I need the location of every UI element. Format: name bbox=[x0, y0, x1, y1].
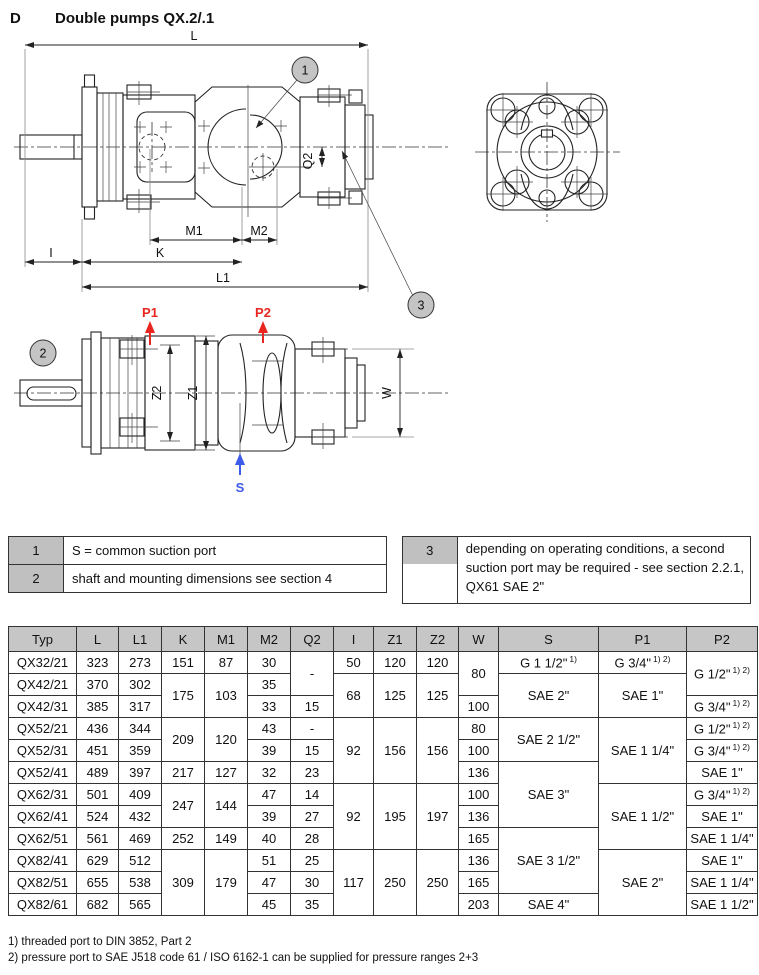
table-cell: SAE 1" bbox=[687, 806, 758, 828]
table-cell: QX62/51 bbox=[9, 828, 77, 850]
notes-box-left bbox=[8, 536, 387, 593]
table-row bbox=[9, 718, 758, 740]
note-2-number: 2 bbox=[9, 565, 64, 592]
table-cell: QX82/51 bbox=[9, 872, 77, 894]
table-cell: G 3/4" $^{1) 2)}$ bbox=[687, 740, 758, 762]
table-cell: QX42/31 bbox=[9, 696, 77, 718]
table-cell: 432 bbox=[119, 806, 162, 828]
table-cell: 195 bbox=[374, 784, 417, 850]
table-cell: 359 bbox=[119, 740, 162, 762]
footnotes bbox=[8, 934, 759, 966]
technical-drawing bbox=[0, 27, 759, 527]
table-cell: 309 bbox=[162, 850, 205, 916]
callout-1-number: 1 bbox=[301, 63, 309, 78]
page-title: Double pumps QX.2/.1 bbox=[55, 10, 215, 27]
p2-arrow-icon bbox=[258, 321, 268, 333]
table-cell: 156 bbox=[417, 718, 459, 784]
table-cell: 15 bbox=[291, 696, 334, 718]
column-header-z1: Z1 bbox=[374, 627, 417, 652]
footnote-1: 1) threaded port to DIN 3852, Part 2 bbox=[8, 936, 192, 948]
table-cell: 250 bbox=[417, 850, 459, 916]
column-header-s: S bbox=[499, 627, 599, 652]
table-cell: QX52/31 bbox=[9, 740, 77, 762]
column-header-p1: P1 bbox=[599, 627, 687, 652]
table-cell: G 1/2" $^{1) 2)}$ bbox=[687, 718, 758, 740]
table-cell: 682 bbox=[77, 894, 119, 916]
table-cell: 47 bbox=[248, 784, 291, 806]
column-header-typ: Typ bbox=[9, 627, 77, 652]
table-cell: 165 bbox=[459, 828, 499, 850]
table-row bbox=[9, 652, 758, 674]
table-cell: SAE 1 1/4" bbox=[687, 872, 758, 894]
table-cell: 136 bbox=[459, 762, 499, 784]
port-label-s: S bbox=[235, 480, 245, 495]
table-cell: SAE 1 1/4" bbox=[599, 718, 687, 784]
note-1-text: S = common suction port bbox=[72, 543, 217, 558]
table-body bbox=[9, 652, 758, 916]
dim-label-i: I bbox=[49, 246, 53, 260]
table-cell: QX62/41 bbox=[9, 806, 77, 828]
table-cell: 217 bbox=[162, 762, 205, 784]
table-cell: 51 bbox=[248, 850, 291, 872]
table-cell: QX82/61 bbox=[9, 894, 77, 916]
dim-label-z1: Z1 bbox=[186, 385, 200, 401]
table-cell: 43 bbox=[248, 718, 291, 740]
table-cell: 15 bbox=[291, 740, 334, 762]
table-cell: - bbox=[291, 718, 334, 740]
table-cell: G 3/4" $^{1) 2)}$ bbox=[687, 784, 758, 806]
table-cell: 100 bbox=[459, 784, 499, 806]
table-cell: 247 bbox=[162, 784, 205, 828]
table-cell: 125 bbox=[374, 674, 417, 718]
table-cell: QX52/21 bbox=[9, 718, 77, 740]
callout-2-number: 2 bbox=[39, 346, 47, 361]
table-cell: 28 bbox=[291, 828, 334, 850]
note-3-text: depending on operating conditions, a second suction port may be required - see section 2.2.1, QX61 SAE 2" bbox=[465, 541, 745, 594]
dim-label-q2: Q2 bbox=[301, 152, 315, 170]
table-cell: 33 bbox=[248, 696, 291, 718]
table-cell: SAE 2" bbox=[499, 674, 599, 718]
table-cell: QX52/41 bbox=[9, 762, 77, 784]
flange-front-view bbox=[475, 82, 620, 222]
table-cell: - bbox=[291, 652, 334, 696]
table-cell: 209 bbox=[162, 718, 205, 762]
table-cell: 565 bbox=[119, 894, 162, 916]
table-cell: 203 bbox=[459, 894, 499, 916]
callout-3-number: 3 bbox=[417, 298, 425, 313]
table-cell: 436 bbox=[77, 718, 119, 740]
table-cell: G 3/4" $^{1) 2)}$ bbox=[599, 652, 687, 674]
port-label-p2: P2 bbox=[255, 305, 271, 320]
table-row bbox=[9, 784, 758, 806]
dim-label-l: L bbox=[190, 29, 198, 43]
table-cell: SAE 3 1/2" bbox=[499, 828, 599, 894]
table-cell: 397 bbox=[119, 762, 162, 784]
table-cell: 39 bbox=[248, 806, 291, 828]
table-cell: 27 bbox=[291, 806, 334, 828]
table-cell: QX82/41 bbox=[9, 850, 77, 872]
note-3-number-column bbox=[403, 537, 458, 603]
table-cell: 144 bbox=[205, 784, 248, 828]
table-cell: 30 bbox=[248, 652, 291, 674]
table-cell: 127 bbox=[205, 762, 248, 784]
column-header-m1: M1 bbox=[205, 627, 248, 652]
table-cell: 151 bbox=[162, 652, 205, 674]
table-cell: SAE 1" bbox=[599, 674, 687, 718]
table-row bbox=[9, 850, 758, 872]
table-cell: 68 bbox=[334, 674, 374, 718]
table-cell: 120 bbox=[417, 652, 459, 674]
footnote-2: 2) pressure port to SAE J518 code 61 / ISO 6162-1 can be supplied for pressure ranges 2+3 bbox=[8, 952, 479, 965]
dim-label-l1: L1 bbox=[216, 271, 230, 285]
table-cell: 23 bbox=[291, 762, 334, 784]
s-arrow-icon bbox=[235, 453, 245, 465]
table-cell: SAE 2" bbox=[599, 850, 687, 916]
table-cell: 45 bbox=[248, 894, 291, 916]
column-header-w: W bbox=[459, 627, 499, 652]
table-cell: QX62/31 bbox=[9, 784, 77, 806]
dim-label-k: K bbox=[155, 246, 165, 260]
table-cell: 323 bbox=[77, 652, 119, 674]
notes-section bbox=[8, 536, 751, 604]
table-cell: SAE 3" bbox=[499, 762, 599, 828]
port-label-p1: P1 bbox=[142, 305, 158, 320]
table-cell: 80 bbox=[459, 652, 499, 696]
table-cell: 100 bbox=[459, 696, 499, 718]
table-cell: 250 bbox=[374, 850, 417, 916]
table-cell: SAE 1 1/2" bbox=[687, 894, 758, 916]
table-cell: 538 bbox=[119, 872, 162, 894]
side-view-drawing bbox=[14, 29, 448, 318]
column-header-l1: L1 bbox=[119, 627, 162, 652]
table-cell: SAE 1" bbox=[687, 762, 758, 784]
dim-label-w: W bbox=[380, 387, 394, 399]
table-cell: 32 bbox=[248, 762, 291, 784]
table-cell: 117 bbox=[334, 850, 374, 916]
note-1 bbox=[9, 537, 386, 564]
table-cell: 370 bbox=[77, 674, 119, 696]
top-view-drawing bbox=[14, 305, 450, 495]
table-cell: 136 bbox=[459, 806, 499, 828]
table-cell: 47 bbox=[248, 872, 291, 894]
dim-label-z2: Z2 bbox=[150, 385, 164, 401]
table-cell: 655 bbox=[77, 872, 119, 894]
table-cell: 165 bbox=[459, 872, 499, 894]
section-letter: D bbox=[10, 10, 21, 27]
table-cell: SAE 2 1/2" bbox=[499, 718, 599, 762]
table-cell: G 1 1/2" $^{1)}$ bbox=[499, 652, 599, 674]
table-cell: 136 bbox=[459, 850, 499, 872]
table-cell: 524 bbox=[77, 806, 119, 828]
table-cell: 40 bbox=[248, 828, 291, 850]
table-cell: QX42/21 bbox=[9, 674, 77, 696]
table-cell: 156 bbox=[374, 718, 417, 784]
column-header-i: I bbox=[334, 627, 374, 652]
table-header-row bbox=[9, 627, 758, 652]
table-cell: SAE 1 1/2" bbox=[599, 784, 687, 850]
column-header-l: L bbox=[77, 627, 119, 652]
column-header-q2: Q2 bbox=[291, 627, 334, 652]
table-cell: G 3/4" $^{1) 2)}$ bbox=[687, 696, 758, 718]
table-cell: 175 bbox=[162, 674, 205, 718]
table-cell: 561 bbox=[77, 828, 119, 850]
note-2-text: shaft and mounting dimensions see section 4 bbox=[72, 571, 333, 586]
page-header bbox=[10, 10, 759, 27]
table-cell: 501 bbox=[77, 784, 119, 806]
dim-label-m1: M1 bbox=[185, 224, 203, 238]
table-cell: G 1/2" $^{1) 2)}$ bbox=[687, 652, 758, 696]
table-cell: 92 bbox=[334, 784, 374, 850]
table-cell: 120 bbox=[205, 718, 248, 762]
dim-label-m2: M2 bbox=[250, 224, 268, 238]
table-cell: 120 bbox=[374, 652, 417, 674]
column-header-k: K bbox=[162, 627, 205, 652]
table-cell: 80 bbox=[459, 718, 499, 740]
table-cell: SAE 4" bbox=[499, 894, 599, 916]
note-1-number: 1 bbox=[9, 537, 64, 564]
table-cell: 39 bbox=[248, 740, 291, 762]
table-cell: 197 bbox=[417, 784, 459, 850]
table-cell: 489 bbox=[77, 762, 119, 784]
table-cell: 273 bbox=[119, 652, 162, 674]
table-cell: 149 bbox=[205, 828, 248, 850]
table-cell: QX32/21 bbox=[9, 652, 77, 674]
table-cell: 92 bbox=[334, 718, 374, 784]
table-cell: SAE 1" bbox=[687, 850, 758, 872]
table-cell: 302 bbox=[119, 674, 162, 696]
table-cell: 100 bbox=[459, 740, 499, 762]
table-cell: 469 bbox=[119, 828, 162, 850]
table-cell: 252 bbox=[162, 828, 205, 850]
note-2 bbox=[9, 564, 386, 592]
table-cell: 385 bbox=[77, 696, 119, 718]
table-cell: 35 bbox=[291, 894, 334, 916]
table-cell: 317 bbox=[119, 696, 162, 718]
table-cell: 50 bbox=[334, 652, 374, 674]
table-cell: 629 bbox=[77, 850, 119, 872]
table-row bbox=[9, 674, 758, 696]
column-header-m2: M2 bbox=[248, 627, 291, 652]
dimensions-table bbox=[8, 626, 758, 916]
table-cell: 35 bbox=[248, 674, 291, 696]
table-cell: 25 bbox=[291, 850, 334, 872]
table-cell: 409 bbox=[119, 784, 162, 806]
table-cell: 125 bbox=[417, 674, 459, 718]
note-3 bbox=[402, 536, 751, 604]
table-cell: SAE 1 1/4" bbox=[687, 828, 758, 850]
table-cell: 103 bbox=[205, 674, 248, 718]
table-cell: 179 bbox=[205, 850, 248, 916]
table-cell: 30 bbox=[291, 872, 334, 894]
note-3-number: 3 bbox=[403, 537, 457, 564]
table-head bbox=[9, 627, 758, 652]
p1-arrow-icon bbox=[145, 321, 155, 333]
table-cell: 512 bbox=[119, 850, 162, 872]
column-header-p2: P2 bbox=[687, 627, 758, 652]
table-cell: 87 bbox=[205, 652, 248, 674]
column-header-z2: Z2 bbox=[417, 627, 459, 652]
table-cell: 344 bbox=[119, 718, 162, 740]
table-cell: 451 bbox=[77, 740, 119, 762]
table-cell: 14 bbox=[291, 784, 334, 806]
